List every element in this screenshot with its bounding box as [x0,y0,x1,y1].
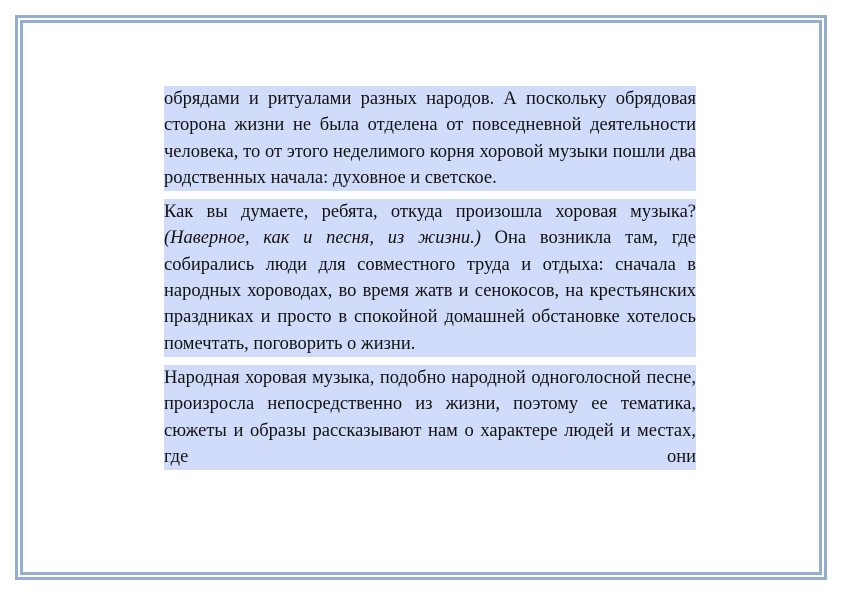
paragraph-2 [164,199,696,357]
paragraph-1-text: обрядами и ритуалами разных народов. А поскольку обрядовая сторона жизни не была отделена от повседневной деятельности человека, то от этого неделимого корня хоровой музыки пошли два родственных начала: духовное и светское. [164,89,696,188]
paragraph-2-text-after: Она возникла там, где собирались люди для совместного труда и отдыха: сначала в народных хороводах, во время жатв и сенокосов, на крестьянских праздниках и просто в спокойной домашней обстановке хотелось помечтать, поговорить о жизни. [164,228,696,354]
paragraph-3 [164,365,696,470]
paragraph-2-text-before: Как вы думаете, ребята, откуда произошла хоровая музыка? [164,202,696,223]
paragraph-1 [164,86,696,191]
text-box [164,86,696,470]
paragraph-3-text: Народная хоровая музыка, подобно народной одноголосной песне, произросла непосредственно из жизни, поэтому ее тематика, сюжеты и образы рассказывают нам о характере людей и местах, где они [164,367,696,467]
paragraph-2-italic-answer: (Наверное, как и песня, из жизни.) [164,228,481,249]
